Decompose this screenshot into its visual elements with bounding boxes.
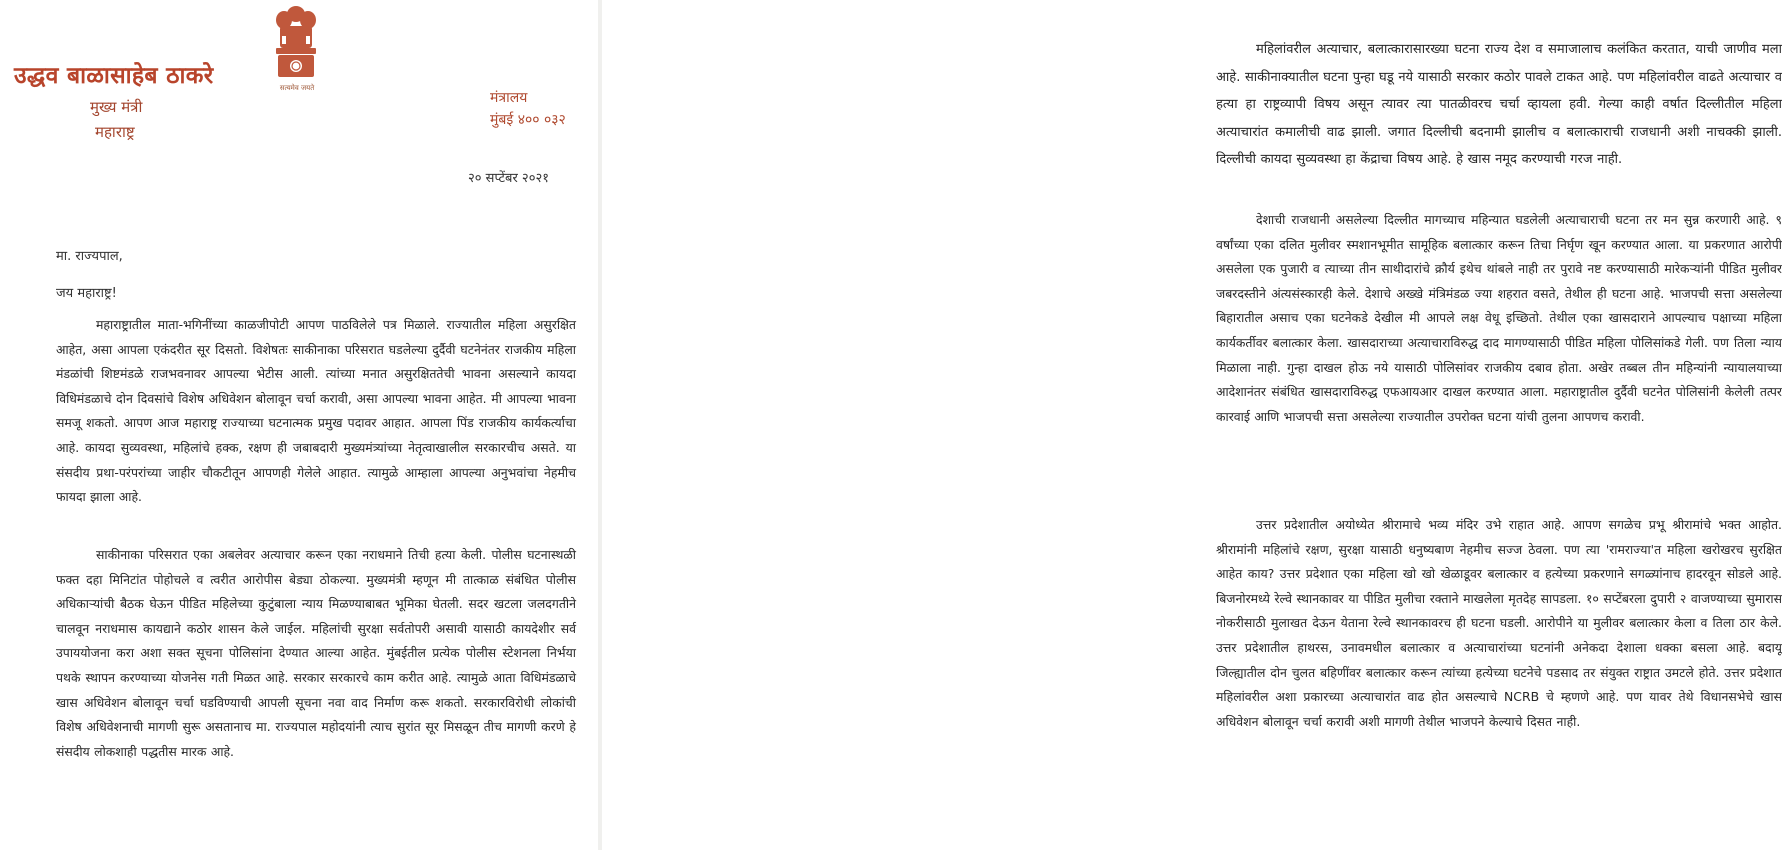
letter-page-2 [602,0,1782,850]
paragraph: उत्तर प्रदेशातील अयोध्येत श्रीरामाचे भव्य मंदिर उभे राहात आहे. आपण सगळेच प्रभू श्रीरामांचे भक्त आहोत. श्रीरामांनी महिलांचे रक्षण, सुरक्षा यासाठी धनुष्यबाण नेहमीच सज्ज ठेवला. पण त्या 'रामराज्या'त महिला खरोखरच सुरक्षित आहेत काय? उत्तर प्रदेशात एका महिला खो खो खेळाडूवर बलात्कार व हत्येच्या प्रकरणाने सगळ्यांनाच हादरवून सोडले आहे. बिजनोरमध्ये रेल्वे स्थानकावर या पीडित मुलीचा रक्ताने माखलेला मृतदेह सापडला. १० सप्टेंबरला दुपारी २ वाजण्याच्या सुमारास नोकरीसाठी मुलाखत देऊन येताना रेल्वे स्थानकावरच ही घटना घडली. आरोपीने या मुलीवर बलात्कार केला व तिला ठार केले. उत्तर प्रदेशातील हाथरस, उनावमधील बलात्कार व अत्याचारांच्या घटनांनी अनेकदा देशाला धक्का बसला आहे. बदायू जिल्ह्यातील दोन चुलत बहिणींवर बलात्कार करून त्यांच्या हत्येच्या घटनेचे पडसाद तर संयुक्त राष्ट्रात उमटले होते. उत्तर प्रदेशात महिलांवरील अशा प्रकारच्या अत्याचारांत वाढ होत असल्याचे NCRB चे म्हणणे आहे. पण यावर तेथे विधानसभेचे खास अधिवेशन बोलावून चर्चा करावी अशी मागणी तेथील भाजपने केल्याचे दिसत नाही. [1216,517,1782,729]
paragraph: महाराष्ट्रातील माता-भगिनींच्या काळजीपोटी आपण पाठविलेले पत्र मिळाले. राज्यातील महिला असुरक्षित आहेत, असा आपला एकंदरीत सूर दिसतो. विशेषतः साकीनाका परिसरात घडलेल्या दुर्दैवी घटनेनंतर राजकीय महिला मंडळांची शिष्टमंडळे राजभवनावर आपल्या भेटीस आली. त्यांच्या मनात असुरक्षिततेची भावना असल्याने कायदा विधिमंडळाचे दोन दिवसांचे विशेष अधिवेशन बोलावून चर्चा करावी, असा आपल्या भावना आहेत. मी आपल्या भावना समजू शकतो. आपण आज महाराष्ट्र राज्याच्या घटनात्मक प्रमुख पदावर आहात. आपला पिंड राजकीय कार्यकर्त्याचा आहे. कायदा सुव्यवस्था, महिलांचे हक्क, रक्षण ही जबाबदारी मुख्यमंत्र्यांच्या नेतृत्वाखालील सरकारचीच असते. या संसदीय प्रथा-परंपरांच्या जाहीर चौकटीतून आपणही गेलेले आहात. त्यामुळे आम्हाला आपल्या अनुभवांचा नेहमीच फायदा झाला आहे. [56,317,576,505]
greeting: जय महाराष्ट्र! [56,286,117,301]
sender-state: महाराष्ट्र [95,123,135,141]
paragraph: देशाची राजधानी असलेल्या दिल्लीत मागच्याच महिन्यात घडलेली अत्याचाराची घटना तर मन सुन्न करणारी आहे. ९ वर्षांच्या एका दलित मुलीवर स्मशानभूमीत सामूहिक बलात्कार करून तिचा निर्घृण खून करण्यात आला. या प्रकरणात आरोपी असलेला एक पुजारी व त्याच्या तीन साथीदारांचे क्रौर्य इथेच थांबले नाही तर पुरावे नष्ट करण्यासाठी मारेकऱ्यांनी पीडित मुलीवर जबरदस्तीने अंत्यसंस्कारही केले. देशाचे अख्खे मंत्रिमंडळ ज्या शहरात वसते, तेथील ही घटना आहे. भाजपची सत्ता असलेल्या बिहारातील असाच एका घटनेकडे देखील मी आपले लक्ष वेधू इच्छितो. तेथील एका खासदाराने आपल्याच पक्षाच्या महिला कार्यकर्तीवर बलात्कार केला. खासदाराच्या अत्याचाराविरुद्ध दाद मागण्यासाठी पीडित महिला पोलिसांकडे गेली. पण तिला न्याय मिळाला नाही. गुन्हा दाखल होऊ नये यासाठी पोलिसांवर राजकीय दबाव होता. अखेर तब्बल तीन महिन्यांनी न्यायालयाच्या आदेशानंतर संबंधित खासदाराविरुद्ध एफआयआर दाखल करण्यात आला. महाराष्ट्रातील दुर्दैवी घटनेत पोलिसांनी केलेली तत्पर कारवाई आणि भाजपची सत्ता असलेल्या राज्यातील उपरोक्त घटना यांची तुलना आपणच करावी. [1216,212,1782,424]
paragraph: महिलांवरील अत्याचार, बलात्कारासारख्या घटना राज्य देश व समाजालाच कलंकित करतात, याची जाणीव मला आहे. साकीनाक्यातील घटना पुन्हा घडू नये यासाठी सरकार कठोर पावले टाकत आहे. पण महिलांवरील वाढते अत्याचार व हत्या हा राष्ट्रव्यापी विषय असून त्यावर त्या पातळीवरच चर्चा व्हायला हवी. गेल्या काही वर्षात दिल्लीतील महिला अत्याचारांत कमालीची वाढ झाली. जगात दिल्लीची बदनामी झालीच व बलात्काराची राजधानी अशी नाचक्की झाली. दिल्लीची कायदा सुव्यवस्था हा केंद्राचा विषय आहे. हे खास नमूद करण्याची गरज नाही. [1216,42,1782,167]
emblem-caption: सत्यमेव जयते [279,84,315,92]
letter-date: २० सप्टेंबर २०२१ [468,171,549,186]
paragraph: साकीनाका परिसरात एका अबलेवर अत्याचार करून एका नराधमाने तिची हत्या केली. पोलीस घटनास्थळी फक्त दहा मिनिटांत पोहोचले व त्वरीत आरोपीस बेड्या ठोकल्या. मुख्यमंत्री म्हणून मी तात्काळ संबंधित पोलीस अधिकाऱ्यांची बैठक घेऊन पीडित महिलेच्या कुटुंबाला न्याय मिळण्याबाबत भूमिका घेतली. सदर खटला जलदगतीने चालवून नराधमास कायद्याने कठोर शासन केले जाईल. महिलांची सुरक्षा सर्वतोपरी असावी यासाठी कायदेशीर सर्व उपाययोजना करा अशा सक्त सूचना पोलिसांना देण्यात आल्या आहेत. मुंबईतील प्रत्येक पोलीस स्टेशनला निर्भया पथके स्थापन करण्याच्या योजनेस गती मिळत आहे. सरकार सरकारचे काम करीत आहे. त्यामुळे आता विधिमंडळाचे खास अधिवेशन बोलावून चर्चा घडविण्याची आपली सूचना नवा वाद निर्माण करू शकतो. सरकारविरोधी लोकांची विशेष अधिवेशनाची मागणी सुरू असतानाच मा. राज्यपाल महोदयांनी त्याच सुरांत सूर मिसळून तीच मागणी करणे हे संसदीय लोकशाही पद्धतीस मारक आहे. [56,547,576,759]
address-line-2: मुंबई ४०० ०३२ [490,112,566,128]
sender-name: उद्धव बाळासाहेब ठाकरे [14,63,214,89]
letter-page-1 [0,0,598,850]
address-line-1: मंत्रालय [490,90,528,106]
sender-post: मुख्य मंत्री [90,98,143,116]
salutation: मा. राज्यपाल, [56,249,123,264]
